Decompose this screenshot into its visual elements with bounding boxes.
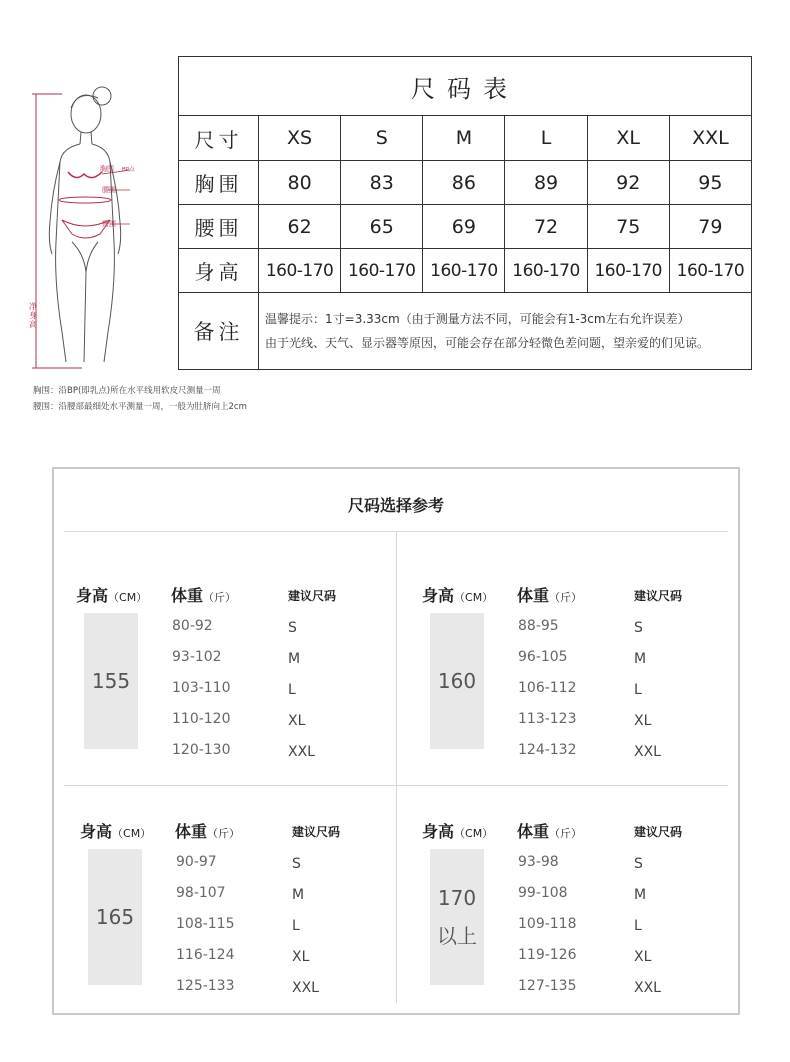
table-cell: 160-170 [587,249,669,293]
header-label: 尺寸 [179,116,259,161]
height-value-box: 165 [88,849,142,985]
size-header: XL [587,116,669,161]
row-label: 身高 [179,249,259,293]
table-cell: 65 [341,205,423,249]
size-list: S M L XL XXL [288,620,315,760]
table-cell: 89 [505,161,587,205]
size-header: XXL [669,116,751,161]
body-measurement-figure [22,82,182,382]
weight-column-header: 体重（斤） [171,586,237,605]
table-cell: 72 [505,205,587,249]
height-value-box: 160 [430,613,484,749]
height-value-box: 170 以上 [430,849,484,985]
table-cell: 160-170 [341,249,423,293]
size-column-header: 建议尺码 [288,589,337,603]
table-row-notes [179,293,752,370]
table-header-row [179,116,752,161]
reference-block-170 [422,819,752,1059]
table-title-row [179,57,752,116]
table-row-bust [179,161,752,205]
note-line: 温馨提示：1寸=3.33cm（由于测量方法不同，可能会有1-3cm左右允许误差） [265,312,690,326]
table-row-height [179,249,752,293]
weight-list: 90-97 98-107 108-115 116-124 125-133 [176,854,235,994]
notes-text [259,293,752,370]
table-cell: 62 [259,205,341,249]
height-column-header: 身高（CM） [422,822,494,841]
weight-column-header: 体重（斤） [517,586,583,605]
row-label: 腰围 [179,205,259,249]
table-cell: 80 [259,161,341,205]
size-column-header: 建议尺码 [634,589,683,603]
table-cell: 79 [669,205,751,249]
table-cell: 92 [587,161,669,205]
table-title: 尺码表 [179,57,752,116]
table-cell: 160-170 [423,249,505,293]
table-cell: 75 [587,205,669,249]
size-header: M [423,116,505,161]
table-row-waist [179,205,752,249]
note-bust: 胸围：沿BP(即乳点)所在水平线用软皮尺测量一周 [33,386,221,396]
bust-label: 胸围 [100,165,114,173]
note-line: 由于光线、天气、显示器等原因，可能会存在部分轻微色差问题，望亲爱的们见谅。 [265,336,710,350]
weight-column-header: 体重（斤） [175,822,241,841]
size-header: S [341,116,423,161]
table-cell: 86 [423,161,505,205]
height-label: 净身高 [29,302,37,329]
table-cell: 69 [423,205,505,249]
size-column-header: 建议尺码 [292,825,341,839]
size-list: S M L XL XXL [292,856,319,996]
row-label: 胸围 [179,161,259,205]
table-cell: 95 [669,161,751,205]
height-column-header: 身高（CM） [76,586,148,605]
size-reference-panel [52,467,740,1015]
reference-block-155 [76,583,406,823]
size-header: XS [259,116,341,161]
table-cell: 160-170 [505,249,587,293]
table-cell: 160-170 [669,249,751,293]
note-waist: 腰围：沿腰部最细处水平测量一周，一般为肚脐向上2cm [33,402,247,412]
body-outline-illustration [22,82,182,382]
weight-list: 80-92 93-102 103-110 110-120 120-130 [172,618,231,758]
measurement-notes [33,383,247,415]
size-list: S M L XL XXL [634,620,661,760]
reference-block-165 [80,819,410,1059]
weight-list: 93-98 99-108 109-118 119-126 127-135 [518,854,577,994]
size-column-header: 建议尺码 [634,825,683,839]
weight-list: 88-95 96-105 106-112 113-123 124-132 [518,618,577,758]
reference-title: 尺码选择参考 [347,496,444,515]
table-cell: 83 [341,161,423,205]
size-header: L [505,116,587,161]
height-column-header: 身高（CM） [422,586,494,605]
bp-label: BP点 [122,167,135,173]
height-value-box: 155 [84,613,138,749]
weight-column-header: 体重（斤） [517,822,583,841]
table-cell: 160-170 [259,249,341,293]
size-chart-table [178,56,752,370]
size-list: S M L XL XXL [634,856,661,996]
reference-block-160 [422,583,752,823]
notes-label: 备注 [179,293,259,370]
hip-label: 臀围 [102,220,116,228]
height-column-header: 身高（CM） [80,822,152,841]
waist-label: 腰围 [102,186,116,194]
